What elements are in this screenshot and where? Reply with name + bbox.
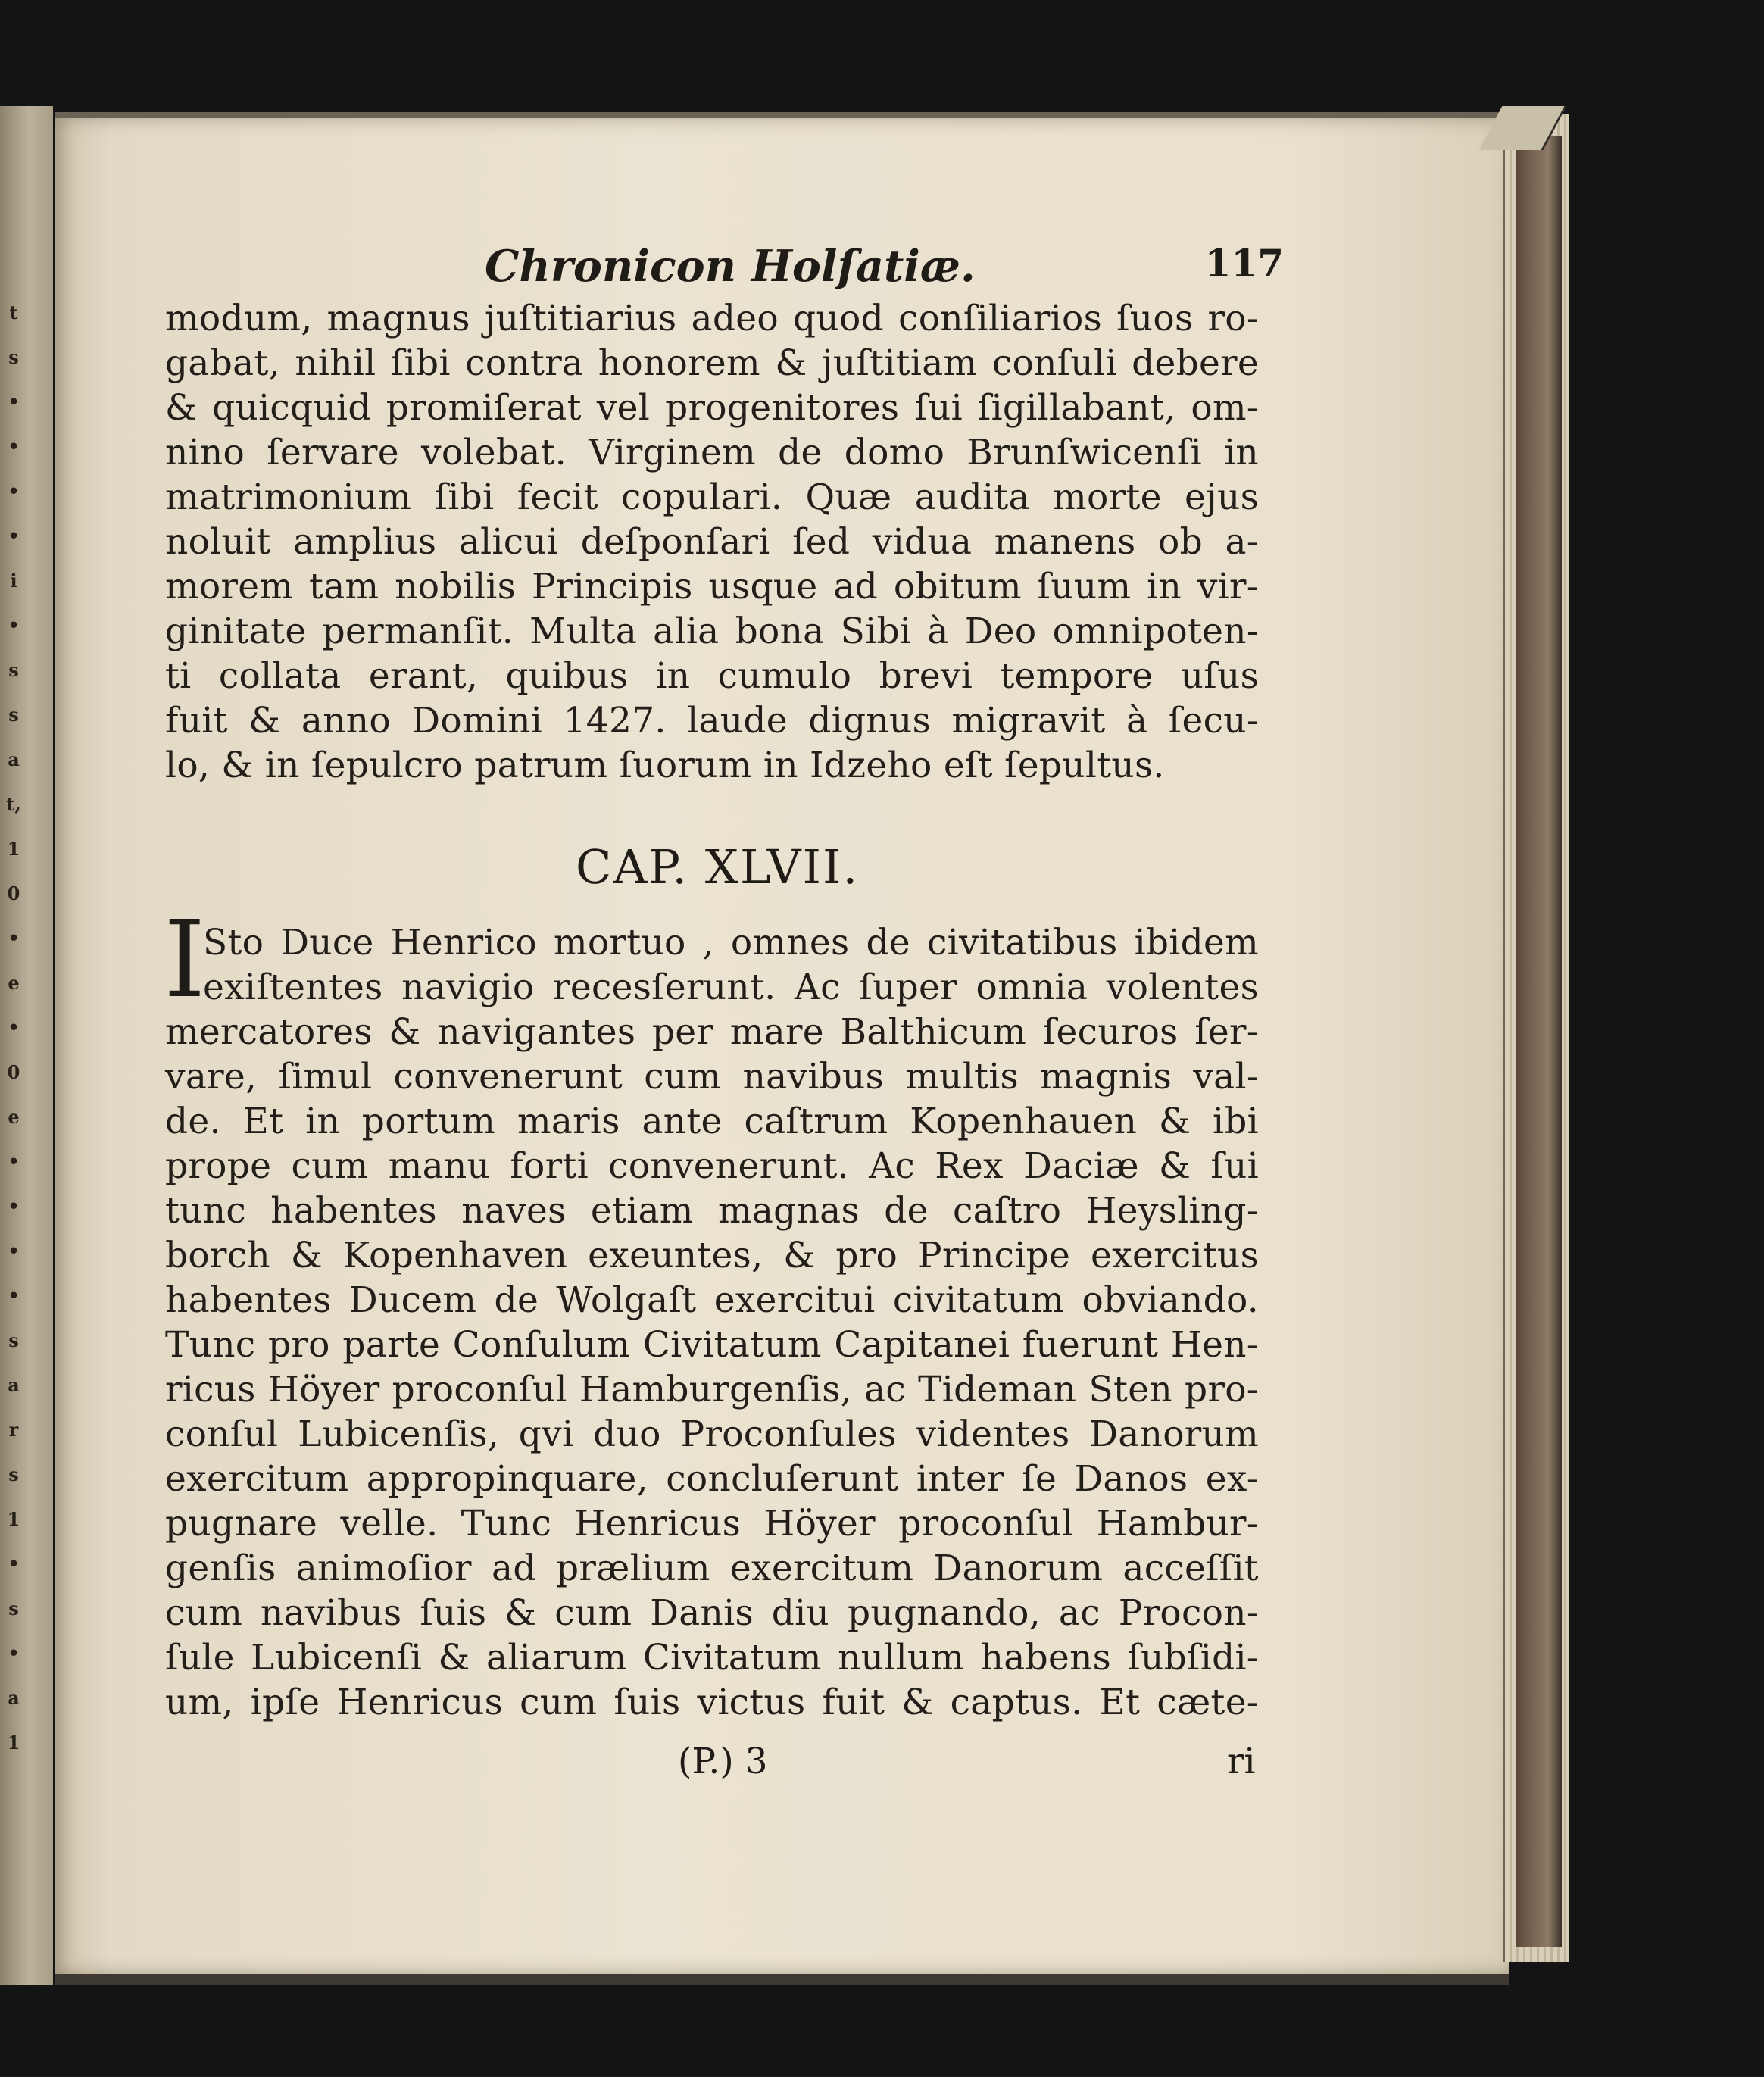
facing-page-fragment: s	[8, 346, 19, 368]
text-line: vare, ſimul convenerunt cum navibus multis magnis val-	[165, 1056, 1259, 1098]
facing-page-fragment: a	[8, 1374, 20, 1396]
facing-page-fragment: •	[8, 927, 20, 949]
facing-page-fragment: r	[8, 1419, 19, 1441]
facing-page-fragment: •	[8, 1553, 20, 1575]
facing-page-fragment: i	[10, 570, 17, 592]
facing-page-fragment: e	[8, 972, 20, 994]
facing-page-fragment: •	[8, 436, 20, 458]
text-line: morem tam nobilis Principis usque ad obitum ſuum in vir-	[165, 566, 1259, 607]
text-line: mercatores & navigantes per mare Balthicum ſecuros ſer-	[165, 1011, 1259, 1053]
text-line: ſule Lubicenſi & aliarum Civitatum nullum habens ſubſidi-	[165, 1637, 1259, 1679]
text-line: ti collata erant, quibus in cumulo brevi tempore uſus	[165, 655, 1259, 697]
text-line: lo, & in ſepulcro patrum ſuorum in Idzeho eſt ſepultus.	[165, 745, 1165, 786]
text-line: & quicquid promiſerat vel progenitores ſui ſigillabant, om-	[165, 387, 1259, 429]
text-line: Sto Duce Henrico mortuo , omnes de civitatibus ibidem	[203, 922, 1259, 964]
facing-page-fragment: e	[8, 1106, 20, 1128]
facing-page-fragment: •	[8, 480, 20, 502]
text-line: conſul Lubicenſis, qvi duo Proconſules videntes Danorum	[165, 1413, 1259, 1455]
text-line: matrimonium ſibi fecit copulari. Quæ audita morte ejus	[165, 476, 1259, 518]
facing-page-fragment: •	[8, 1285, 20, 1307]
drop-cap-initial: I	[164, 898, 206, 1022]
text-line: habentes Ducem de Wolgaſt exercitui civitatum obviando.	[165, 1279, 1259, 1321]
text-line: um, ipſe Henricus cum ſuis victus fuit & captus. Et cæte-	[165, 1682, 1259, 1723]
facing-page-fragment: •	[8, 525, 20, 547]
text-line: exiſtentes navigio recesſerunt. Ac ſuper omnia volentes	[203, 967, 1259, 1008]
facing-page-fragment: •	[8, 1240, 20, 1262]
book-cover-board	[1516, 136, 1562, 1947]
text-line: fuit & anno Domini 1427. laude dignus migravit à ſecu-	[165, 700, 1259, 742]
page-number: 117	[1204, 241, 1284, 286]
facing-page-fragment: a	[8, 1687, 20, 1709]
text-line: noluit amplius alicui deſponſari ſed vidua manens ob a-	[165, 521, 1259, 563]
facing-page-fragment: s	[8, 1598, 19, 1619]
text-line: Tunc pro parte Conſulum Civitatum Capitanei fuerunt Hen-	[165, 1324, 1259, 1366]
running-title: Chronicon Holſatiæ.	[485, 241, 976, 292]
facing-page-fragment: •	[8, 1642, 20, 1664]
text-line: nino ſervare volebat. Virginem de domo Brunſwicenſi in	[165, 432, 1259, 473]
catchword: ri	[1227, 1741, 1256, 1782]
text-line: borch & Kopenhaven exeuntes, & pro Principe exercitus	[165, 1235, 1259, 1276]
facing-page-fragment: 1	[7, 838, 20, 860]
facing-page-fragment: t	[9, 301, 18, 323]
signature-mark: (P.) 3	[678, 1741, 768, 1782]
facing-page-fragment: 1	[7, 1508, 20, 1530]
facing-page-fragment: s	[8, 659, 19, 681]
text-line: modum, magnus juſtitiarius adeo quod conſiliarios ſuos ro-	[165, 298, 1259, 339]
text-line: exercitum appropinquare, concluſerunt inter ſe Danos ex-	[165, 1458, 1259, 1500]
text-line: de. Et in portum maris ante caſtrum Kopenhauen & ibi	[165, 1101, 1259, 1142]
facing-page-fragment: •	[8, 1017, 20, 1038]
facing-page-fragment: 1	[7, 1732, 20, 1754]
text-line: pugnare velle. Tunc Henricus Höyer proconſul Hambur-	[165, 1503, 1259, 1544]
chapter-heading: CAP. XLVII.	[576, 839, 860, 895]
facing-page-edge	[0, 106, 53, 1985]
facing-page-fragment: •	[8, 614, 20, 636]
text-line: ricus Höyer proconſul Hamburgenſis, ac Tideman Sten pro-	[165, 1369, 1259, 1410]
facing-page-fragment: •	[8, 1195, 20, 1217]
facing-page-fragment: 0	[7, 1061, 20, 1083]
text-line: prope cum manu forti convenerunt. Ac Rex Daciæ & ſui	[165, 1145, 1259, 1187]
facing-page-fragment: t,	[6, 793, 21, 815]
facing-page-fragment: s	[8, 704, 19, 726]
text-line: genſis animoſior ad prælium exercitum Danorum acceſſit	[165, 1548, 1259, 1589]
facing-page-fragment: a	[8, 748, 20, 770]
facing-page-fragment: s	[8, 1329, 19, 1351]
text-line: cum navibus ſuis & cum Danis diu pugnando, ac Procon-	[165, 1592, 1259, 1634]
facing-page-fragment: •	[8, 1151, 20, 1173]
text-line: tunc habentes naves etiam magnas de caſtro Heysling-	[165, 1190, 1259, 1232]
text-line: gabat, nihil ſibi contra honorem & juſtitiam conſuli debere	[165, 342, 1259, 384]
text-line: ginitate permanſit. Multa alia bona Sibi à Deo omnipoten-	[165, 611, 1259, 652]
facing-page-fragment: s	[8, 1463, 19, 1485]
facing-page-fragment: •	[8, 391, 20, 413]
facing-page-fragment: 0	[7, 882, 20, 904]
